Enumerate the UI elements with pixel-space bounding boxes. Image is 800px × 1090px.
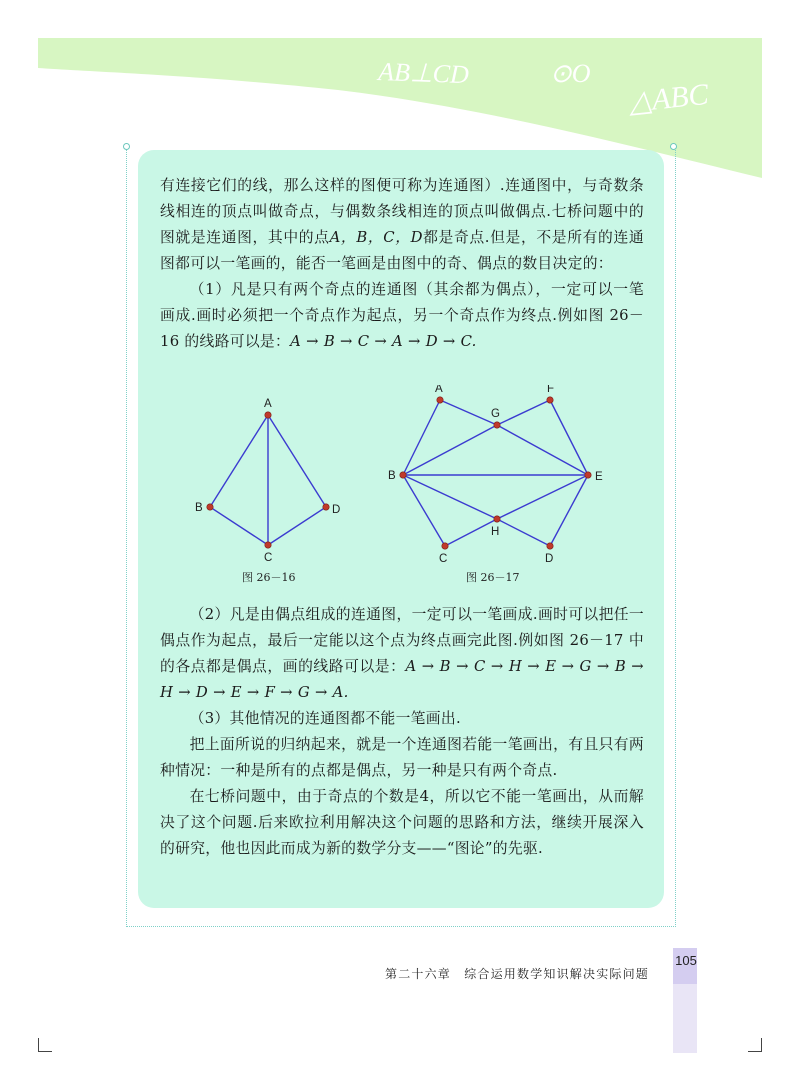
figure-26-16 bbox=[195, 398, 340, 564]
graph-label-F: F bbox=[547, 385, 555, 395]
route-fig-26-16: A → B → C → A → D → C. bbox=[290, 333, 477, 350]
graph-edge-AB bbox=[403, 400, 440, 475]
graph-node-C bbox=[265, 542, 271, 548]
graph-edge-CD bbox=[268, 507, 326, 545]
graph-node-A bbox=[437, 397, 443, 403]
figures-area bbox=[190, 385, 620, 595]
text-block-top bbox=[160, 173, 644, 355]
graph-label-H: H bbox=[491, 526, 500, 538]
graph-label-E: E bbox=[595, 471, 603, 483]
paragraph-summary: 把上面所说的归纳起来，就是一个连通图若能一笔画出，有且只有两种情况：一种是所有的点都是偶点，另一种是只有两个奇点. bbox=[160, 736, 644, 779]
graph-node-D bbox=[547, 543, 553, 549]
crop-mark-bottom-left bbox=[38, 1038, 39, 1052]
graph-edge-BC bbox=[403, 475, 445, 546]
points-abcd: A，B，C，D bbox=[329, 229, 423, 246]
graph-label-G: G bbox=[491, 408, 500, 420]
graph-node-E bbox=[585, 472, 591, 478]
banner-circle-symbol: ⊙O bbox=[550, 59, 591, 88]
graph-node-D bbox=[323, 504, 329, 510]
graph-node-C bbox=[442, 543, 448, 549]
graph-node-B bbox=[400, 472, 406, 478]
graph-node-F bbox=[547, 397, 553, 403]
crop-mark-bottom-right bbox=[748, 1051, 762, 1052]
figure-26-17 bbox=[388, 385, 603, 565]
graph-label-A: A bbox=[435, 385, 443, 395]
graph-edge-HD bbox=[497, 519, 550, 546]
graph-edge-HE bbox=[497, 475, 588, 519]
graph-edge-FE bbox=[550, 400, 588, 475]
graph-label-A: A bbox=[264, 398, 272, 410]
graph-edge-BC bbox=[210, 507, 268, 545]
graph-edge-GE bbox=[497, 425, 588, 475]
graph-edge-DE bbox=[550, 475, 588, 546]
crop-mark-bottom-left bbox=[38, 1051, 52, 1052]
graph-edge-BH bbox=[403, 475, 497, 519]
graph-edge-CH bbox=[445, 519, 500, 546]
graph-label-C: C bbox=[264, 552, 273, 564]
frame-corner-dot bbox=[123, 143, 130, 150]
route-fig-26-17: A → B → C → H → E → G → B → H → D → E → F → G → A. bbox=[160, 658, 644, 701]
crop-mark-bottom-right bbox=[761, 1038, 762, 1052]
paragraph-case-3: （3）其他情况的连通图都不能一笔画出. bbox=[189, 710, 461, 727]
graph-node-B bbox=[207, 504, 213, 510]
banner-perpendicular-symbol: AB⊥CD bbox=[377, 57, 470, 90]
caption-fig-26-17: 图 26－17 bbox=[466, 571, 520, 584]
paragraph-case-1: （1）凡是只有两个奇点的连通图（其余都为偶点），一定可以一笔画成.画时必须把一个奇点作为起点，另一个奇点作为终点.例如图 26－16 的线路可以是：A → B → C → A → D → C. bbox=[160, 281, 644, 350]
banner-triangle-symbol: △ABC bbox=[627, 77, 711, 119]
graph-label-D: D bbox=[545, 553, 554, 565]
text-block-bottom bbox=[160, 602, 644, 862]
paragraph-connected-graph: 有连接它们的线，那么这样的图便可称为连通图）.连通图中，与奇数条线相连的顶点叫做奇点，与偶数条线相连的顶点叫做偶点.七桥问题中的图就是连通图，其中的点A，B，C，D都是奇点.但是，不是所有的连通图都可以一笔画的，能否一笔画是由图中的奇、偶点的数目决定的： bbox=[160, 177, 644, 272]
graph-edge-BG bbox=[403, 425, 497, 475]
graph-edge-GF bbox=[497, 400, 550, 425]
frame-corner-dot bbox=[670, 143, 677, 150]
caption-fig-26-16: 图 26－16 bbox=[242, 571, 296, 584]
graph-label-B: B bbox=[388, 470, 396, 482]
page-number: 105 bbox=[675, 953, 697, 968]
chapter-title-footer: 第二十六章 综合运用数学知识解决实际问题 bbox=[385, 967, 650, 981]
paragraph-seven-bridges: 在七桥问题中，由于奇点的个数是4，所以它不能一笔画出，从而解决了这个问题.后来欧拉利用解决这个问题的思路和方法，继续开展深入的研究，他也因此而成为新的数学分支——“图论”的先驱. bbox=[160, 788, 644, 857]
graph-edge-AG bbox=[440, 400, 497, 425]
graph-node-G bbox=[494, 422, 500, 428]
graph-label-B: B bbox=[195, 502, 203, 514]
graph-edge-AB bbox=[210, 415, 268, 507]
graph-label-D: D bbox=[332, 504, 341, 516]
paragraph-case-2: （2）凡是由偶点组成的连通图，一定可以一笔画成.画时可以把任一偶点作为起点，最后一定能以这个点为终点画完此图.例如图 26－17 中的各点都是偶点，画的线路可以是：A → B → C → H → E → G → B → H → D → E → F → G → A. bbox=[160, 606, 644, 701]
graph-edge-AD bbox=[268, 415, 326, 507]
graph-label-C: C bbox=[439, 553, 448, 565]
graph-node-H bbox=[494, 516, 500, 522]
graph-node-A bbox=[265, 412, 271, 418]
